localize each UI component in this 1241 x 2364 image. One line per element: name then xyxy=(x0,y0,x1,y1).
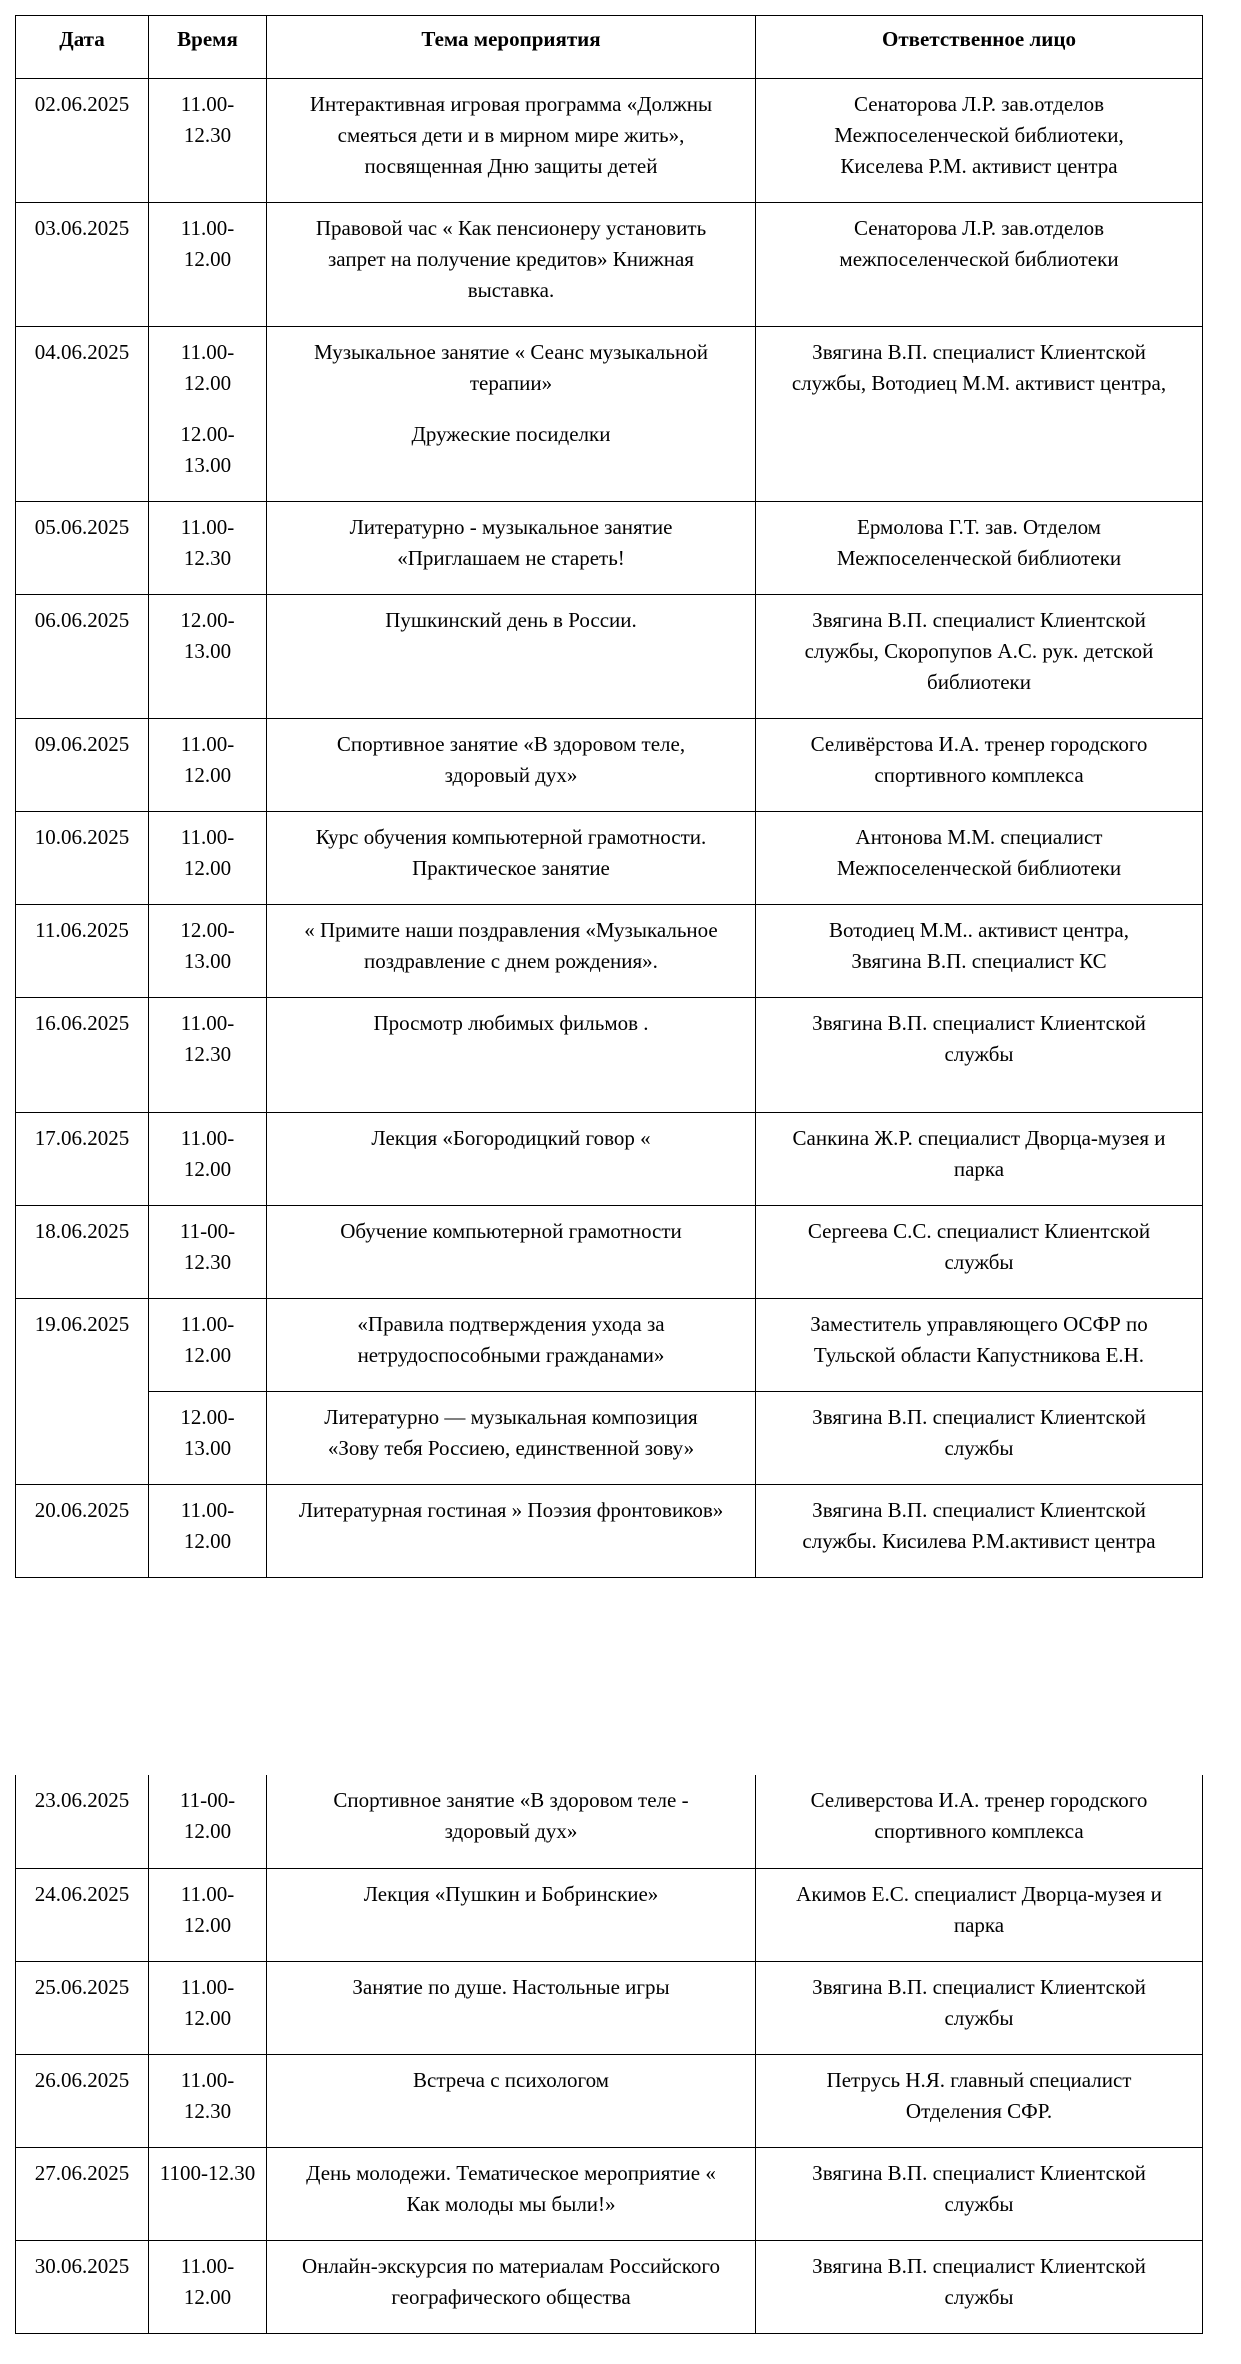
text-line: День молодежи. Тематическое мероприятие « xyxy=(306,2160,716,2185)
topic-cell xyxy=(267,2240,756,2333)
text-line: «Правила подтверждения ухода за xyxy=(357,1312,665,1336)
responsible-cell xyxy=(756,1113,1203,1206)
responsible-cell xyxy=(756,327,1203,502)
time-cell xyxy=(149,2054,267,2147)
text-line: Звягина В.П. специалист Клиентской xyxy=(812,340,1146,364)
topic-cell xyxy=(267,1299,756,1392)
text-line: спортивного комплекса xyxy=(874,1819,1084,1843)
responsible-cell xyxy=(756,1868,1203,1961)
text-line: 12.00 xyxy=(183,371,232,395)
text-line: 11.00- xyxy=(180,825,235,849)
header-responsible: Ответственное лицо xyxy=(756,16,1203,79)
text-line: «Приглашаем не стареть! xyxy=(397,546,625,570)
text-line: смеяться дети и в мирном мире жить», xyxy=(337,123,685,147)
responsible-cell xyxy=(756,998,1203,1113)
text-line: выставка. xyxy=(467,278,555,302)
table-row xyxy=(16,905,1203,998)
header-row xyxy=(16,16,1203,79)
topic-cell xyxy=(267,1113,756,1206)
responsible-cell xyxy=(756,1392,1203,1485)
responsible-cell xyxy=(756,812,1203,905)
text-line: Межпоселенческой библиотеки xyxy=(836,856,1122,880)
text-line: 11.00- xyxy=(180,1126,235,1150)
topic-cell xyxy=(267,1206,756,1299)
time-cell xyxy=(149,327,267,502)
text-line: 12.30 xyxy=(183,123,232,147)
date-cell: 16.06.2025 xyxy=(16,998,149,1113)
text-line: Отделения СФР. xyxy=(905,2098,1053,2123)
time-cell xyxy=(149,1206,267,1299)
responsible-cell xyxy=(756,1775,1203,1868)
text-line: Пушкинский день в России. xyxy=(385,608,637,632)
responsible-cell xyxy=(756,719,1203,812)
text-line: Киселева Р.М. активист центра xyxy=(840,154,1118,178)
text-line: Литературно — музыкальная композиция xyxy=(324,1405,698,1429)
text-line: службы xyxy=(944,1250,1014,1274)
table-row xyxy=(16,2147,1203,2240)
text-line: здоровый дух» xyxy=(444,763,578,787)
table-row xyxy=(16,998,1203,1113)
text-line: 12.00- xyxy=(180,1405,235,1429)
responsible-cell xyxy=(756,595,1203,719)
topic-cell xyxy=(267,1775,756,1868)
text-line: 11.00- xyxy=(180,2253,235,2278)
text-line: « Примите наши поздравления «Музыкальное xyxy=(304,918,718,942)
text-line: спортивного комплекса xyxy=(874,763,1084,787)
text-line: 12.30 xyxy=(183,546,232,570)
responsible-cell xyxy=(756,2054,1203,2147)
text-line: 11.00- xyxy=(180,732,235,756)
text-line: службы xyxy=(944,2284,1014,2309)
text-line: Звягина В.П. специалист Клиентской xyxy=(812,1974,1146,1999)
text-line: 1100-12.30 xyxy=(159,2160,256,2185)
text-line: 12.30 xyxy=(183,2098,232,2123)
date-cell: 25.06.2025 xyxy=(16,1961,149,2054)
text-line: Акимов Е.С. специалист Дворца-музея и xyxy=(796,1881,1162,1906)
table-row xyxy=(16,1299,1203,1392)
text-line: библиотеки xyxy=(927,670,1031,694)
text-line: Спортивное занятие «В здоровом теле - xyxy=(333,1788,689,1812)
topic-cell xyxy=(267,1485,756,1578)
responsible-cell xyxy=(756,1961,1203,2054)
text-line: 12.00 xyxy=(183,2005,232,2030)
text-line: службы xyxy=(944,1042,1014,1066)
text-line: Петрусь Н.Я. главный специалист xyxy=(826,2067,1132,2092)
table-row xyxy=(16,719,1203,812)
schedule-body-part-2 xyxy=(16,1775,1203,2333)
table-row xyxy=(16,1775,1203,1868)
date-cell: 20.06.2025 xyxy=(16,1485,149,1578)
text-line: Селивёрстова И.А. тренер городского xyxy=(810,732,1148,756)
topic-cell xyxy=(267,905,756,998)
text-line: Интерактивная игровая программа «Должны xyxy=(309,92,713,116)
date-cell: 30.06.2025 xyxy=(16,2240,149,2333)
text-line: Лекция «Пушкин и Бобринские» xyxy=(363,1881,659,1906)
text-line: 11.00- xyxy=(180,92,235,116)
time-cell xyxy=(149,1392,267,1485)
text-line: 12.00 xyxy=(183,856,232,880)
text-line: 11-00- xyxy=(179,1788,236,1812)
text-line: запрет на получение кредитов» Книжная xyxy=(328,247,694,271)
text-line: Как молоды мы были!» xyxy=(406,2191,616,2216)
table-row xyxy=(16,812,1203,905)
table-row xyxy=(16,1485,1203,1578)
text-line: Сенаторова Л.Р. зав.отделов xyxy=(853,92,1105,116)
topic-cell xyxy=(267,1392,756,1485)
time-cell xyxy=(149,1485,267,1578)
text-line: Звягина В.П. специалист Клиентской xyxy=(812,608,1146,632)
date-cell: 09.06.2025 xyxy=(16,719,149,812)
time-cell xyxy=(149,79,267,203)
date-cell: 06.06.2025 xyxy=(16,595,149,719)
topic-cell xyxy=(267,998,756,1113)
date-cell: 26.06.2025 xyxy=(16,2054,149,2147)
text-line: 12.00 xyxy=(183,1529,232,1553)
text-line: посвященная Дню защиты детей xyxy=(364,154,658,178)
text-line: Звягина В.П. специалист Клиентской xyxy=(812,1405,1146,1429)
header-time: Время xyxy=(149,16,267,79)
text-line: службы xyxy=(944,1436,1014,1460)
text-line: 12.00 xyxy=(183,1819,232,1843)
responsible-cell xyxy=(756,203,1203,327)
text-line: 11.00- xyxy=(180,2067,235,2092)
date-cell: 24.06.2025 xyxy=(16,1868,149,1961)
text-line: Тульской области Капустникова Е.Н. xyxy=(813,1343,1145,1367)
text-line: парка xyxy=(953,1912,1005,1937)
time-cell xyxy=(149,502,267,595)
date-cell: 10.06.2025 xyxy=(16,812,149,905)
text-line: 11.00- xyxy=(180,1881,235,1906)
text-line: 12.00 xyxy=(183,247,232,271)
text-line: Сенаторова Л.Р. зав.отделов xyxy=(853,216,1105,240)
table-row xyxy=(16,1206,1203,1299)
date-cell: 11.06.2025 xyxy=(16,905,149,998)
text-line: нетрудоспособными гражданами» xyxy=(357,1343,665,1367)
date-cell: 03.06.2025 xyxy=(16,203,149,327)
text-line: 11.00- xyxy=(180,216,235,240)
text-line: 12.30 xyxy=(183,1042,232,1066)
text-line: географического общества xyxy=(391,2284,631,2309)
text-line: 13.00 xyxy=(183,1436,232,1460)
date-cell: 05.06.2025 xyxy=(16,502,149,595)
text-line: 11.00- xyxy=(180,515,235,539)
text-line: Звягина В.П. специалист Клиентской xyxy=(812,1498,1146,1522)
table-row xyxy=(16,1392,1203,1485)
text-line: 11.00- xyxy=(180,1974,235,1999)
text-line: службы xyxy=(944,2191,1014,2216)
text-line: 11.00- xyxy=(180,1312,235,1336)
schedule-table-part-1 xyxy=(15,15,1203,1578)
responsible-cell xyxy=(756,2240,1203,2333)
text-line: Встреча с психологом xyxy=(413,2067,609,2092)
table-row xyxy=(16,502,1203,595)
header-topic: Тема мероприятия xyxy=(267,16,756,79)
text-line: Литературная гостиная » Поэзия фронтовиков» xyxy=(298,1498,724,1522)
topic-cell xyxy=(267,2054,756,2147)
text-line: Литературно - музыкальное занятие xyxy=(349,515,673,539)
table-row xyxy=(16,79,1203,203)
schedule-body-part-1 xyxy=(16,79,1203,1578)
text-line: 11.00- xyxy=(180,340,235,364)
text-line: 12.00 xyxy=(183,1343,232,1367)
text-line: парка xyxy=(953,1157,1005,1181)
schedule-table-part-2 xyxy=(15,1775,1203,2334)
date-cell: 02.06.2025 xyxy=(16,79,149,203)
text-line: 12.00- xyxy=(180,918,235,942)
text-line: межпоселенческой библиотеки xyxy=(839,247,1119,271)
time-cell xyxy=(149,2240,267,2333)
responsible-cell xyxy=(756,79,1203,203)
text-line: Заместитель управляющего ОСФР по xyxy=(810,1312,1148,1336)
text-line: 12.00 xyxy=(183,1912,232,1937)
table-row xyxy=(16,327,1203,502)
text-line: 13.00 xyxy=(183,639,232,663)
text-line: Звягина В.П. специалист Клиентской xyxy=(812,1011,1146,1035)
topic-cell xyxy=(267,79,756,203)
topic-cell xyxy=(267,203,756,327)
responsible-cell xyxy=(756,1485,1203,1578)
text-line: Лекция «Богородицкий говор « xyxy=(371,1126,651,1150)
text-line: Сергеева С.С. специалист Клиентской xyxy=(807,1219,1151,1243)
text-line: Обучение компьютерной грамотности xyxy=(340,1219,682,1243)
date-cell: 27.06.2025 xyxy=(16,2147,149,2240)
table-row xyxy=(16,203,1203,327)
text-line: Курс обучения компьютерной грамотности. xyxy=(315,825,707,849)
responsible-cell xyxy=(756,1299,1203,1392)
text-line: службы, Вотодиец М.М. активист центра, xyxy=(791,371,1167,395)
text-line: Онлайн-экскурсия по материалам Российского xyxy=(302,2253,720,2278)
text-line: Ермолова Г.Т. зав. Отделом xyxy=(857,515,1101,539)
text-line: 12.00 xyxy=(183,763,232,787)
text-line: 13.00 xyxy=(183,453,232,477)
time-cell xyxy=(149,203,267,327)
topic-cell xyxy=(267,1868,756,1961)
text-line: 13.00 xyxy=(183,949,232,973)
text-line: 12.00- xyxy=(180,608,235,632)
topic-cell xyxy=(267,327,756,502)
time-cell xyxy=(149,1868,267,1961)
table-row xyxy=(16,1868,1203,1961)
text-line: Практическое занятие xyxy=(412,856,610,880)
text-line: 11.00- xyxy=(180,1498,235,1522)
text-line: 11.00- xyxy=(180,1011,235,1035)
date-cell: 18.06.2025 xyxy=(16,1206,149,1299)
header-date: Дата xyxy=(16,16,149,79)
text-line: Спортивное занятие «В здоровом теле, xyxy=(336,732,686,756)
date-cell: 04.06.2025 xyxy=(16,327,149,502)
text-line: Правовой час « Как пенсионеру установить xyxy=(315,216,707,240)
time-cell xyxy=(149,812,267,905)
text-line: Антонова М.М. специалист xyxy=(855,825,1103,849)
text-line: Звягина В.П. специалист КС xyxy=(851,949,1107,973)
table-row xyxy=(16,2054,1203,2147)
time-cell xyxy=(149,905,267,998)
date-cell: 23.06.2025 xyxy=(16,1775,149,1868)
time-cell xyxy=(149,595,267,719)
responsible-cell xyxy=(756,905,1203,998)
text-line: поздравление с днем рождения». xyxy=(364,949,658,973)
text-line: Звягина В.П. специалист Клиентской xyxy=(812,2160,1146,2185)
responsible-cell xyxy=(756,2147,1203,2240)
text-line: 11-00- xyxy=(179,1219,236,1243)
time-cell xyxy=(149,998,267,1113)
table-row xyxy=(16,2240,1203,2333)
date-cell: 17.06.2025 xyxy=(16,1113,149,1206)
time-cell xyxy=(149,2147,267,2240)
text-line: Межпоселенческой библиотеки, xyxy=(834,123,1124,147)
time-cell xyxy=(149,1775,267,1868)
text-line: Селиверстова И.А. тренер городского xyxy=(810,1788,1148,1812)
text-line: службы, Скоропупов А.С. рук. детской xyxy=(804,639,1154,663)
table-row xyxy=(16,595,1203,719)
text-line: Межпоселенческой библиотеки xyxy=(836,546,1122,570)
text-line: Вотодиец М.М.. активист центра, xyxy=(829,918,1129,942)
topic-cell xyxy=(267,812,756,905)
text-line: здоровый дух» xyxy=(444,1819,578,1843)
time-cell xyxy=(149,1961,267,2054)
text-line: «Зову тебя Россиею, единственной зову» xyxy=(327,1436,695,1460)
text-line: службы. Кисилева Р.М.активист центра xyxy=(802,1529,1156,1553)
text-line: Дружеские посиделки xyxy=(411,422,611,446)
topic-cell xyxy=(267,595,756,719)
text-line: Санкина Ж.Р. специалист Дворца-музея и xyxy=(792,1126,1166,1150)
topic-cell xyxy=(267,719,756,812)
topic-cell xyxy=(267,1961,756,2054)
responsible-cell xyxy=(756,1206,1203,1299)
topic-cell xyxy=(267,2147,756,2240)
text-line: 12.00 xyxy=(183,2284,232,2309)
text-line: Занятие по душе. Настольные игры xyxy=(352,1974,670,1999)
text-line: 12.30 xyxy=(183,1250,232,1274)
text-line: службы xyxy=(944,2005,1014,2030)
text-line: Музыкальное занятие « Сеанс музыкальной xyxy=(314,340,708,364)
text-line: 12.00 xyxy=(183,1157,232,1181)
time-cell xyxy=(149,719,267,812)
time-cell xyxy=(149,1299,267,1392)
text-line: Просмотр любимых фильмов . xyxy=(373,1011,649,1035)
table-row xyxy=(16,1113,1203,1206)
topic-cell xyxy=(267,502,756,595)
text-line: Звягина В.П. специалист Клиентской xyxy=(812,2253,1146,2278)
date-cell: 19.06.2025 xyxy=(16,1299,149,1485)
text-line: терапии» xyxy=(469,371,553,395)
text-line: 12.00- xyxy=(180,422,235,446)
responsible-cell xyxy=(756,502,1203,595)
table-row xyxy=(16,1961,1203,2054)
time-cell xyxy=(149,1113,267,1206)
